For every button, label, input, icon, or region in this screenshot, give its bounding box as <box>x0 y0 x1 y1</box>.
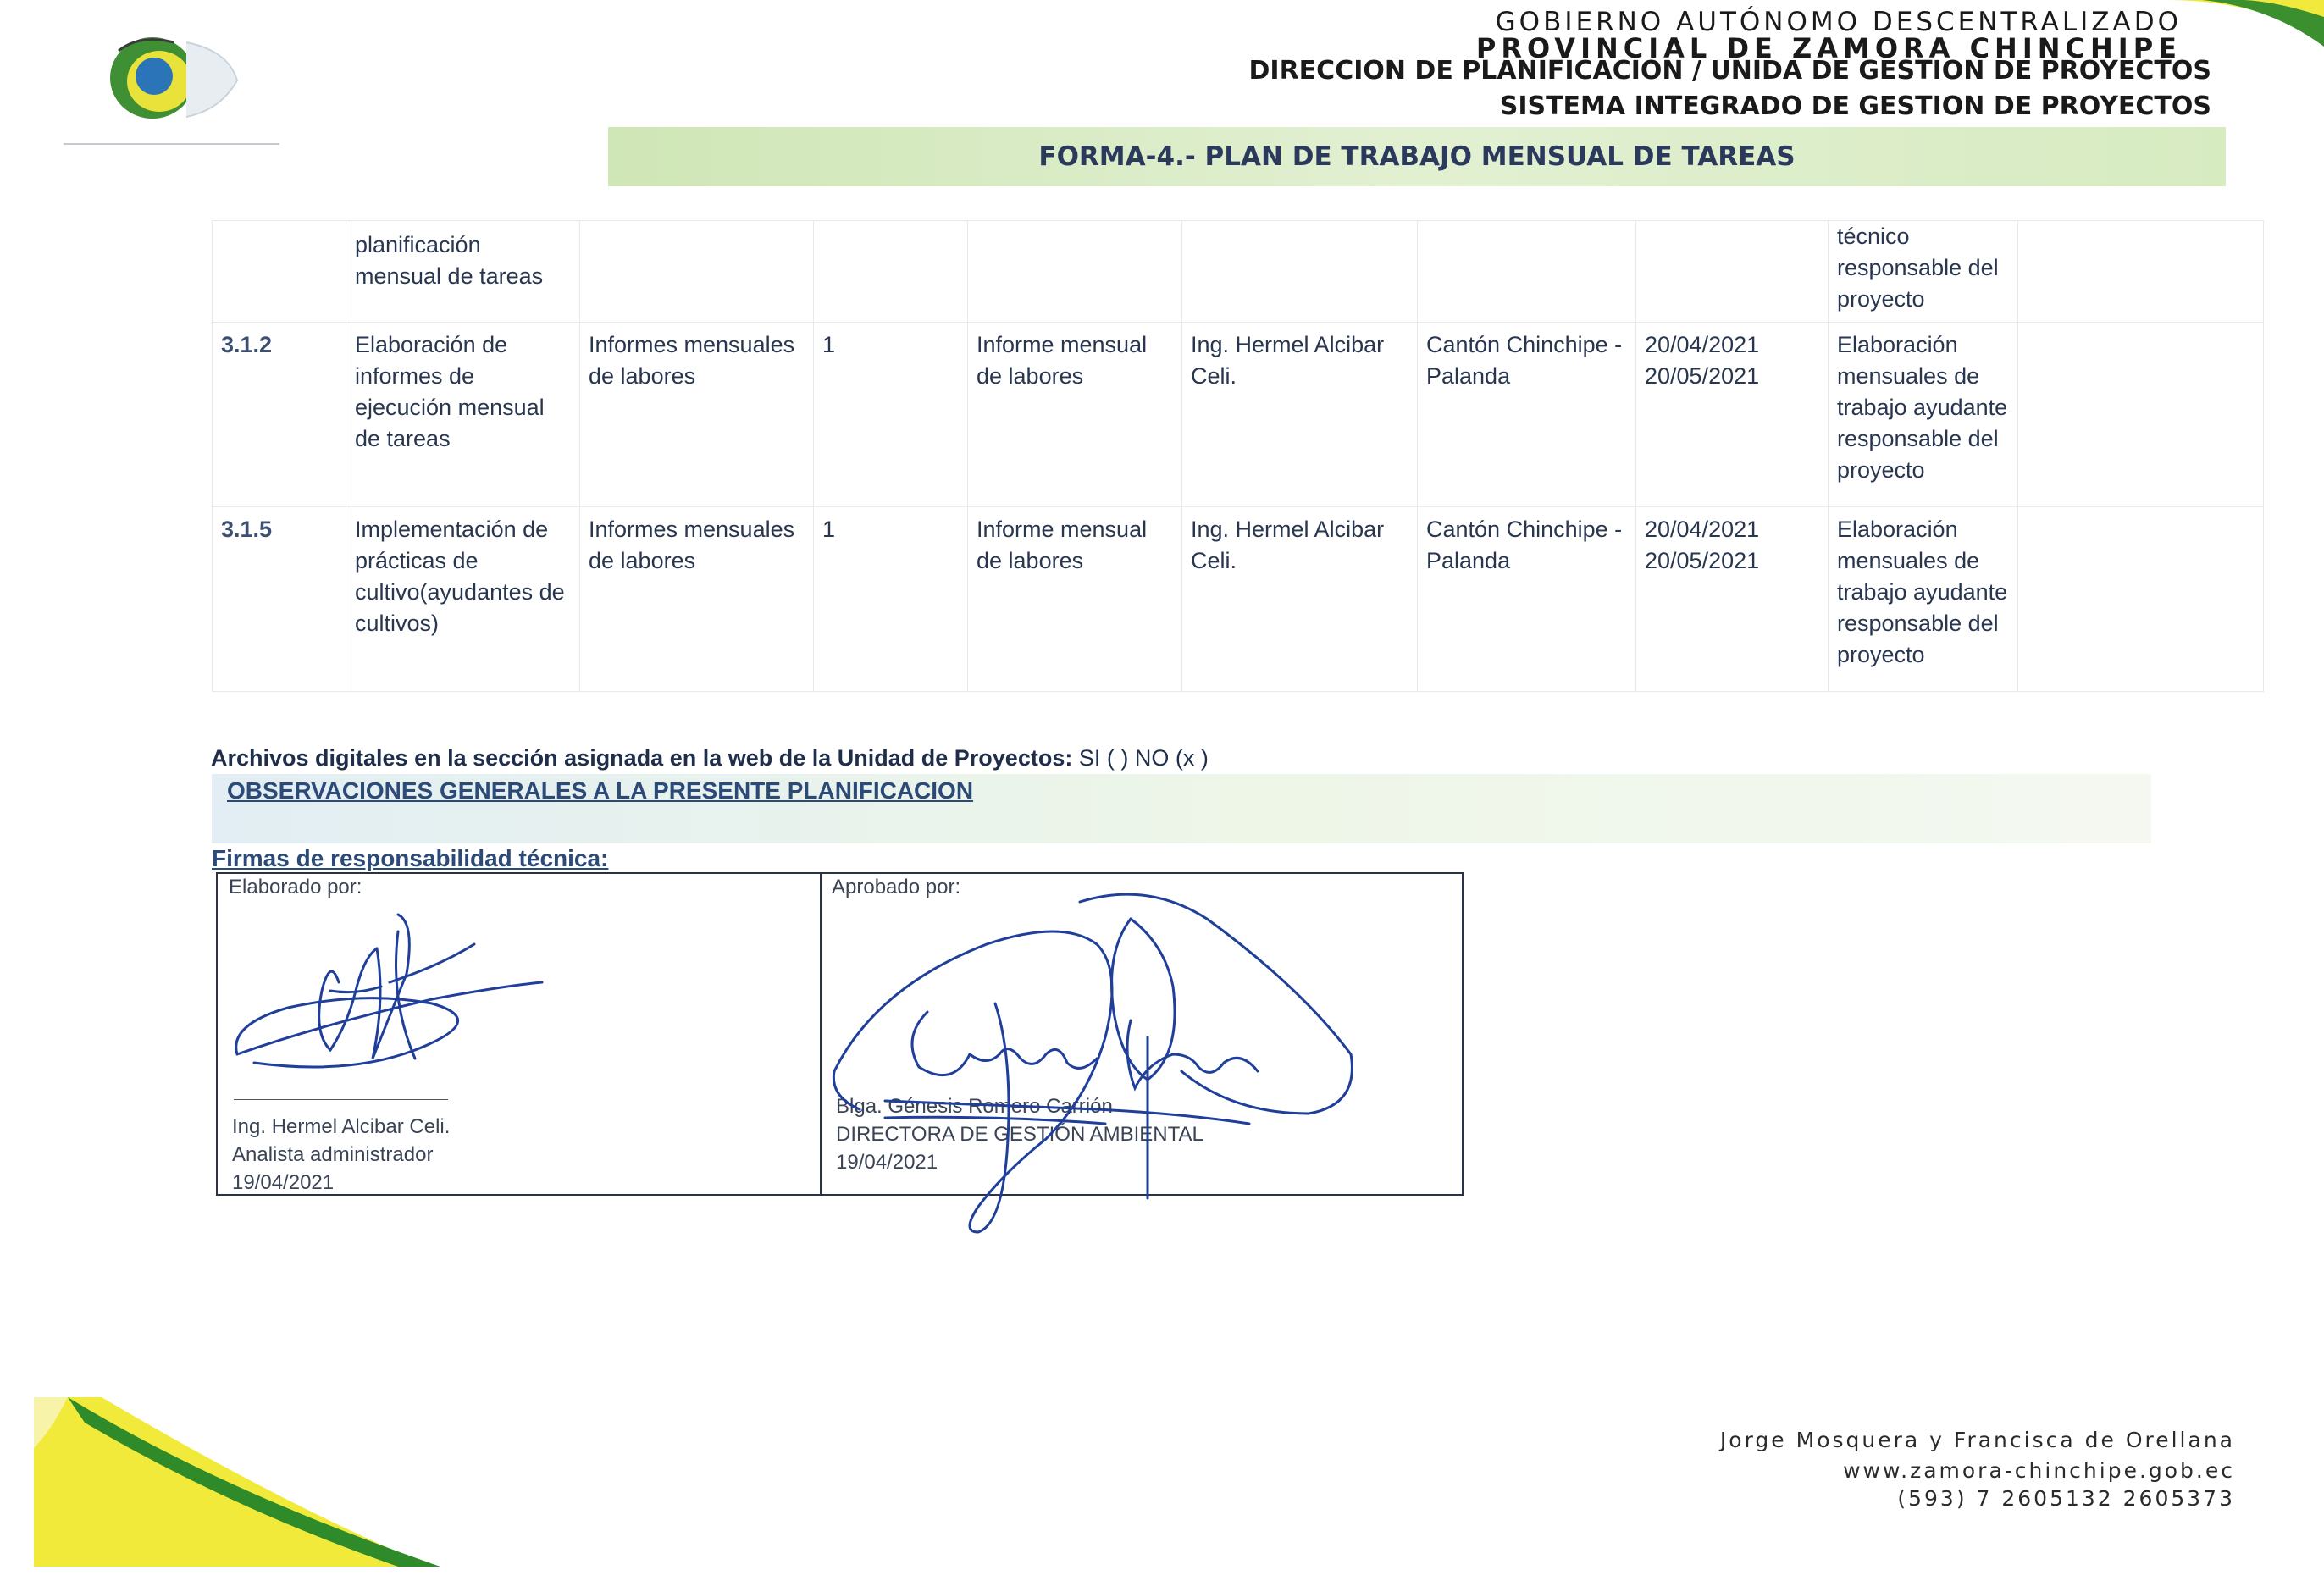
extra-cell <box>2018 507 2264 692</box>
verification-cell <box>968 221 1182 323</box>
verification-cell: Informe mensual de labores <box>968 507 1182 692</box>
location-cell: Cantón Chinchipe - Palanda <box>1418 507 1636 692</box>
product-cell: Informes mensuales de labores <box>580 323 814 507</box>
elaborated-name: Ing. Hermel Alcibar Celi. <box>232 1115 451 1138</box>
responsible-cell: Ing. Hermel Alcibar Celi. <box>1182 323 1418 507</box>
signatures-title: Firmas de responsabilidad técnica: <box>212 845 609 871</box>
header-swoosh <box>2168 0 2324 51</box>
date-end: 20/05/2021 <box>1645 363 1760 389</box>
elaborated-label: Elaborado por: <box>229 876 362 898</box>
observations-title: OBSERVACIONES GENERALES A LA PRESENTE PLANIFICACION <box>227 777 974 804</box>
table-row <box>213 323 2264 507</box>
activity-cell: Implementación de prácticas de cultivo(ayudantes de cultivos) <box>346 507 580 692</box>
observation-cell: Elaboración mensuales de trabajo ayudante responsable del proyecto <box>1829 507 2018 692</box>
elaborated-role: Analista administrador <box>232 1143 434 1166</box>
table-row <box>213 221 2264 323</box>
responsible-cell: Ing. Hermel Alcibar Celi. <box>1182 507 1418 692</box>
government-line: GOBIERNO AUTÓNOMO DESCENTRALIZADO <box>1495 7 2182 37</box>
form-title-banner: FORMA-4.- PLAN DE TRABAJO MENSUAL DE TAREAS <box>608 127 2226 186</box>
code-cell <box>213 221 346 323</box>
province-line: PROVINCIAL DE ZAMORA CHINCHIPE <box>1475 32 2182 64</box>
location-cell: Cantón Chinchipe - Palanda <box>1418 323 1636 507</box>
verification-cell: Informe mensual de labores <box>968 323 1182 507</box>
system-line: SISTEMA INTEGRADO DE GESTION DE PROYECTOS <box>1499 91 2211 121</box>
quantity-cell: 1 <box>814 323 968 507</box>
footer-swoosh <box>34 1397 440 1567</box>
dates-cell <box>1636 507 1829 692</box>
approved-date: 19/04/2021 <box>836 1151 938 1174</box>
table-row <box>213 507 2264 692</box>
elaborated-date: 19/04/2021 <box>232 1171 335 1194</box>
dates-cell <box>1636 323 1829 507</box>
code-cell: 3.1.5 <box>213 507 346 692</box>
approved-signature <box>826 885 1368 1241</box>
tasks-table <box>212 220 2264 692</box>
footer-address: Jorge Mosquera y Francisca de Orellana <box>1719 1428 2235 1452</box>
product-cell: Informes mensuales de labores <box>580 507 814 692</box>
responsible-cell <box>1182 221 1418 323</box>
extra-cell <box>2018 221 2264 323</box>
footer-phone: (593) 7 2605132 2605373 <box>1897 1486 2235 1511</box>
approved-name: Blga. Génesis Romero Carrión <box>836 1095 1113 1118</box>
observation-cell: Elaboración mensuales de trabajo ayudante responsable del proyecto <box>1829 323 2018 507</box>
signature-divider <box>820 872 822 1196</box>
footer-website: www.zamora-chinchipe.gob.ec <box>1843 1458 2235 1483</box>
date-end: 20/05/2021 <box>1645 548 1760 573</box>
signature-line <box>234 1099 448 1100</box>
observation-cell: técnico responsable del proyecto <box>1829 221 2018 323</box>
elaborated-signature <box>220 898 559 1092</box>
approved-role: DIRECTORA DE GESTIÓN AMBIENTAL <box>836 1123 1204 1146</box>
date-start: 20/04/2021 <box>1645 517 1760 542</box>
dates-cell <box>1636 221 1829 323</box>
direction-line: DIRECCION DE PLANIFICACION / UNIDA DE GESTION DE PROYECTOS <box>1248 56 2211 86</box>
quantity-cell <box>814 221 968 323</box>
extra-cell <box>2018 323 2264 507</box>
activity-cell: Elaboración de informes de ejecución mensual de tareas <box>346 323 580 507</box>
quantity-cell: 1 <box>814 507 968 692</box>
product-cell <box>580 221 814 323</box>
elaborated-person <box>232 1113 450 1197</box>
date-start: 20/04/2021 <box>1645 332 1760 357</box>
location-cell <box>1418 221 1636 323</box>
code-cell: 3.1.2 <box>213 323 346 507</box>
archives-answer: SI ( ) NO (x ) <box>1078 745 1209 771</box>
gadpzch-logo <box>59 17 288 157</box>
approved-label: Aprobado por: <box>832 876 961 898</box>
activity-cell: planificación mensual de tareas <box>346 221 580 323</box>
archives-label: Archivos digitales en la sección asignada en la web de la Unidad de Proyectos: <box>211 745 1073 771</box>
digital-archives-line <box>211 745 1209 771</box>
